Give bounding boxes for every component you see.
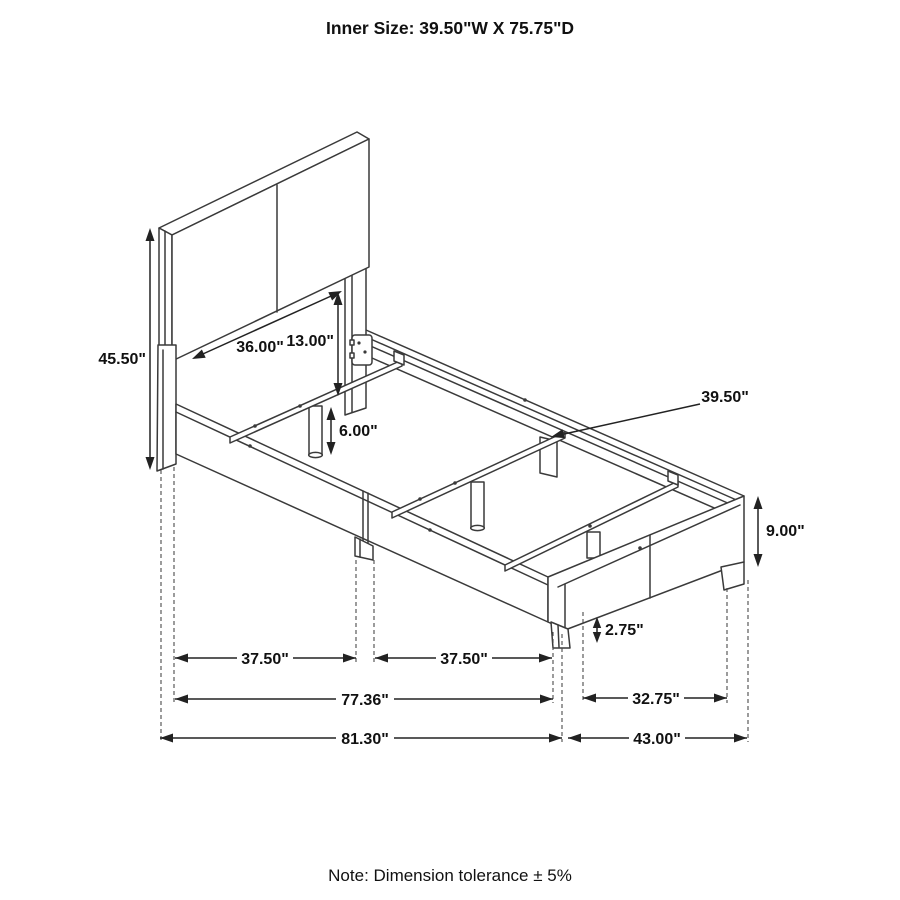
dim-rail-total [175,691,553,709]
dim-headboard-leg-exposed-label: 13.00" [286,333,334,350]
foot-end-frame [548,496,744,630]
dim-foot-frame-height [754,496,805,567]
dim-overall-width-label: 43.00" [633,731,681,748]
dim-foot-leg-span-label: 32.75" [632,691,680,708]
dim-center-support-leg-label: 6.00" [339,423,378,440]
tolerance-note: Note: Dimension tolerance ± 5% [328,866,572,885]
dim-rear-rail-section-label: 37.50" [440,651,488,668]
dim-foot-frame-height-label: 9.00" [766,523,805,540]
headboard-panel [172,139,369,361]
support-leg-3 [587,532,600,558]
dim-front-rail-section-label: 37.50" [241,651,289,668]
rear-foot-leg [721,562,744,590]
dim-overall-length-label: 81.30" [341,731,389,748]
rear-side-rail [366,330,744,514]
support-leg-2 [471,482,485,531]
dim-headboard-leg-exposed [286,292,342,396]
dim-rail-total-label: 77.36" [341,692,389,709]
dim-foot-leg-height [593,617,644,643]
support-leg-1 [309,406,323,458]
dim-overall-height [98,228,154,470]
dim-rear-rail-section [375,650,552,668]
page-title: Inner Size: 39.50"W X 75.75"D [325,18,575,38]
dim-center-support-leg [327,407,378,455]
dim-overall-width [568,730,747,748]
rail-mounting-bracket [350,335,372,365]
dim-front-rail-section [175,650,356,668]
dim-foot-leg-span [583,690,727,708]
dim-slat-length-label: 39.50" [701,389,749,406]
dim-foot-leg-height-label: 2.75" [605,622,644,639]
dim-slat-length [551,389,749,438]
dim-overall-length [160,730,562,748]
headboard-left-leg [157,345,176,471]
dim-overall-height-label: 45.50" [98,351,146,368]
dim-headboard-width-label: 36.00" [236,339,284,356]
